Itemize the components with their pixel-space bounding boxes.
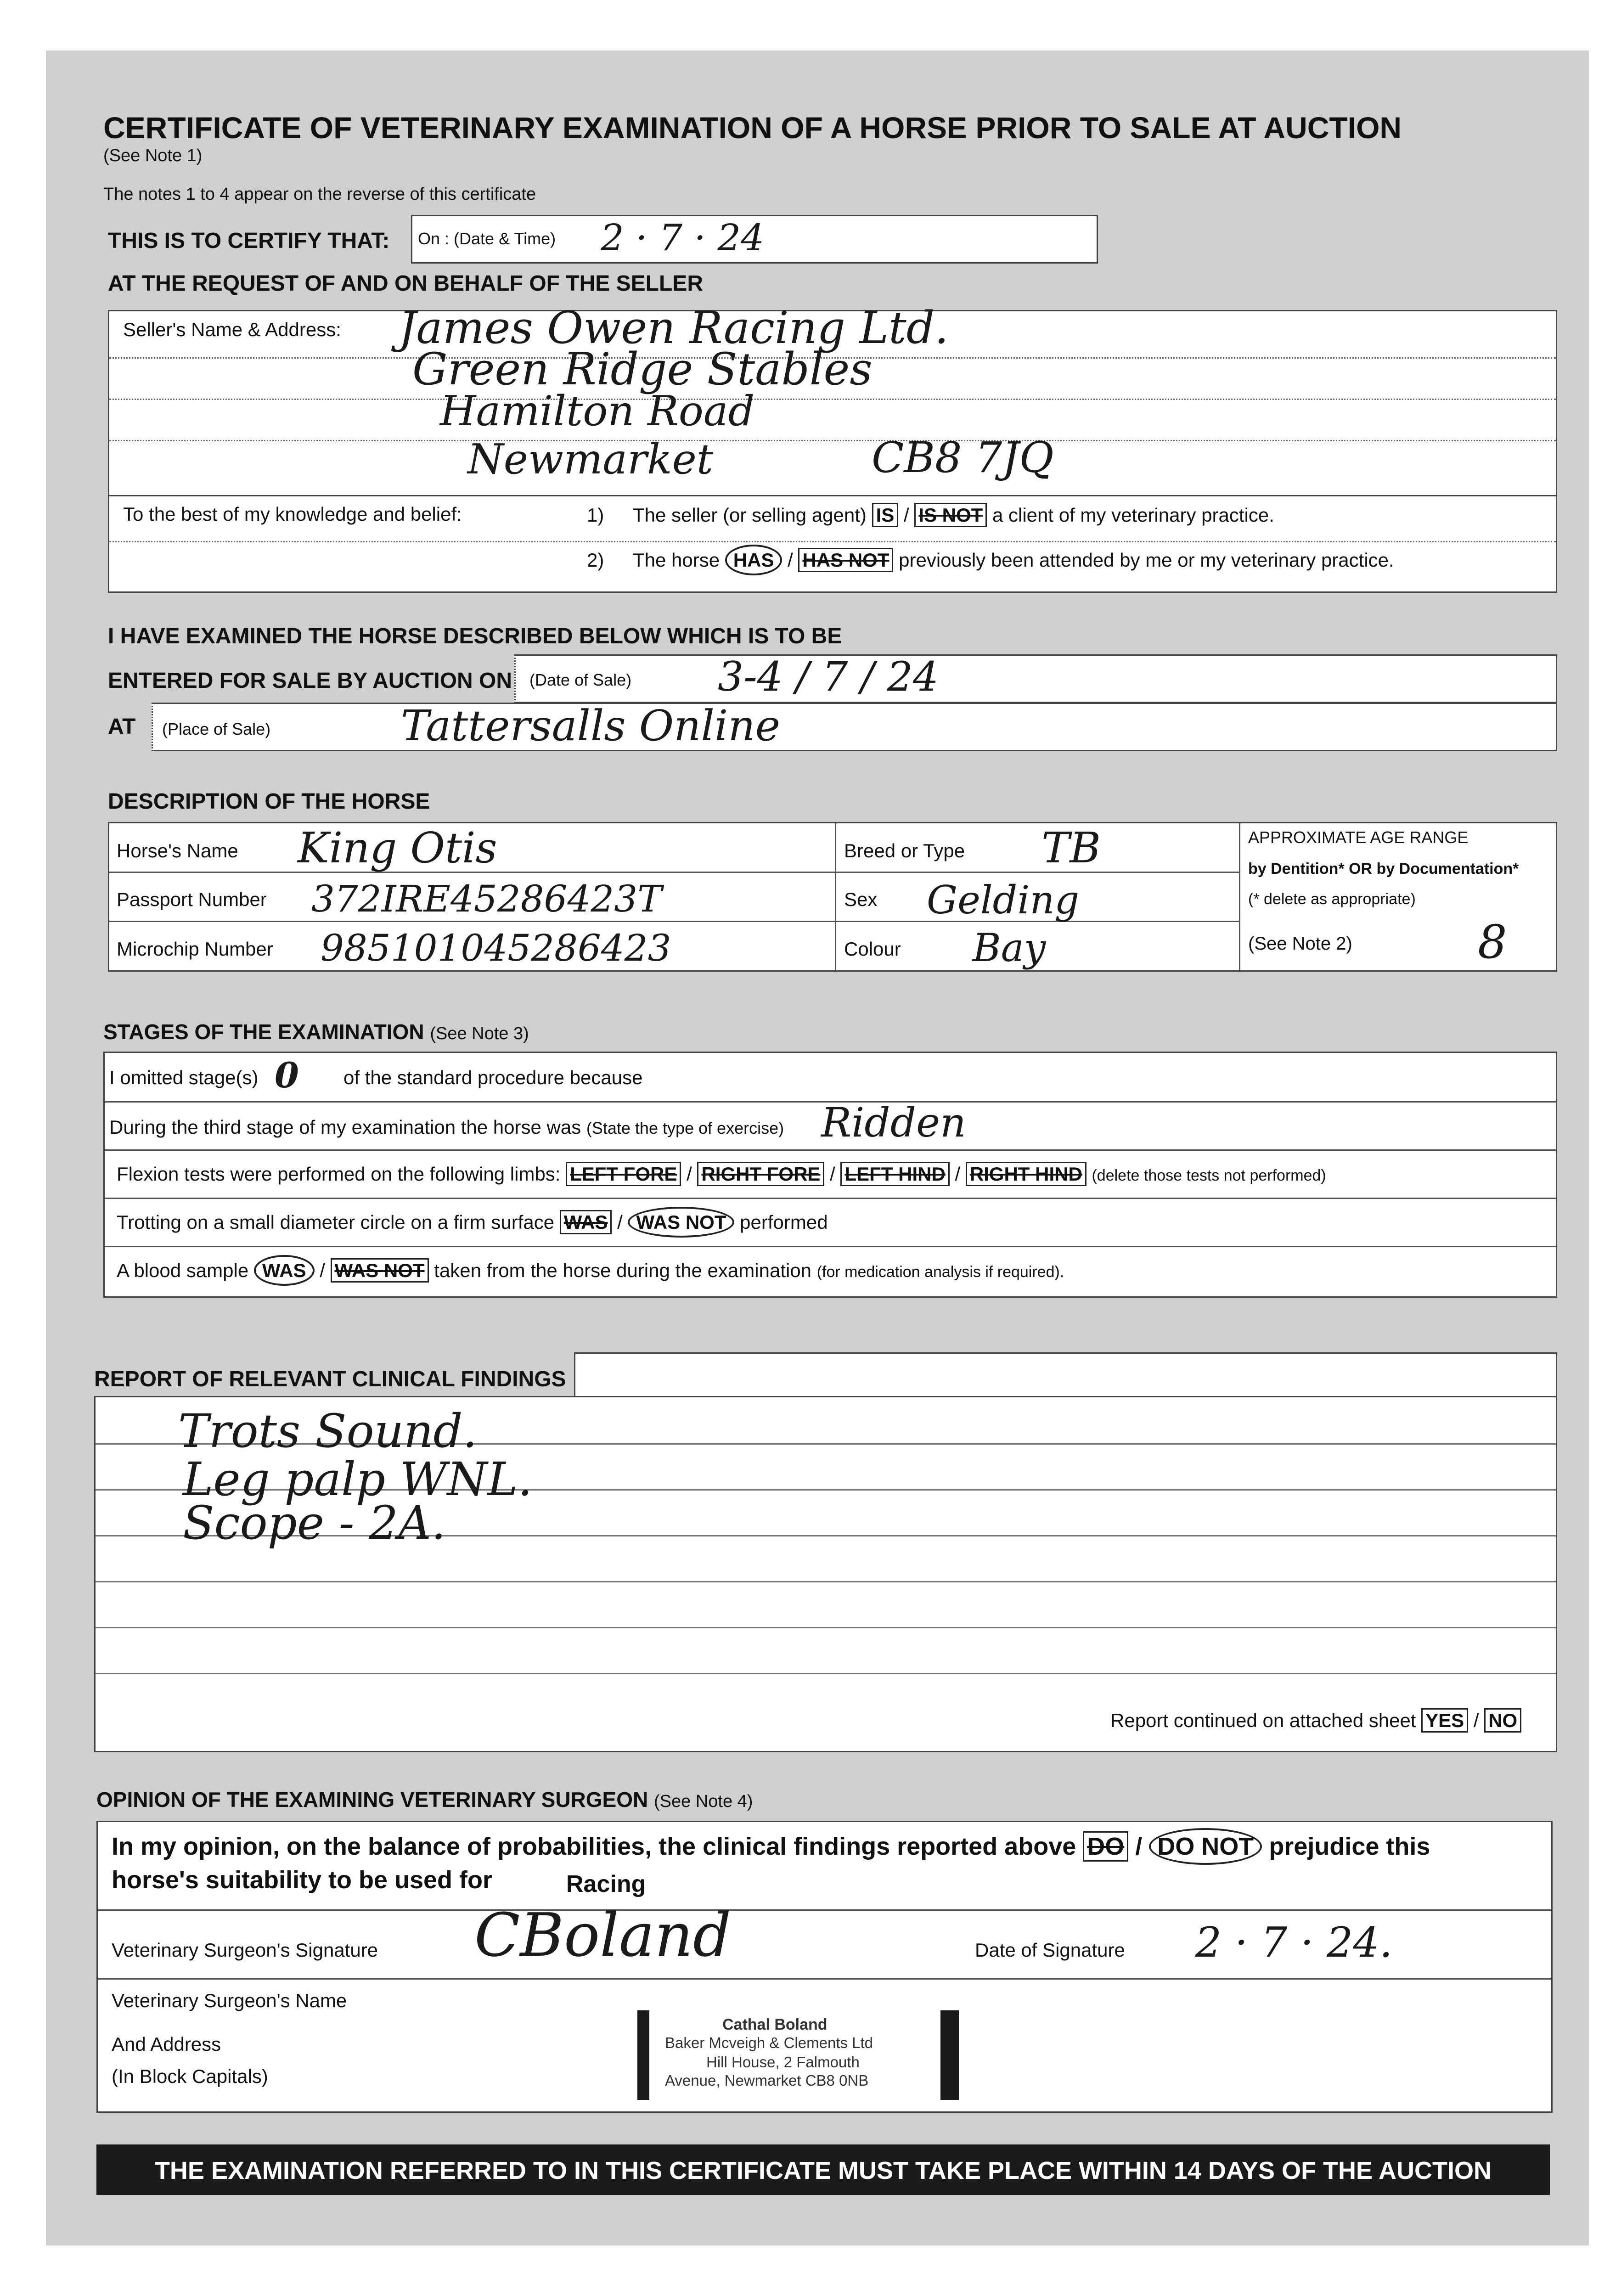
seller-heading: AT THE REQUEST OF AND ON BEHALF OF THE SELLER [108, 271, 703, 296]
report-continued-yes[interactable]: YES [1421, 1708, 1468, 1733]
certify-date-field[interactable] [411, 215, 1098, 264]
notes-reverse-text: The notes 1 to 4 appear on the reverse of this certificate [103, 185, 536, 204]
report-continued-no[interactable]: NO [1484, 1708, 1521, 1733]
stmt1-number: 1) [587, 504, 604, 526]
sale-date-label: (Date of Sale) [529, 670, 632, 689]
opinion-box [96, 1821, 1553, 2113]
omitted-post: of the standard procedure because [343, 1067, 643, 1088]
certify-date-value: 2 · 7 · 24 [601, 216, 765, 259]
age-value: 8 [1478, 915, 1507, 969]
colour-value: Bay [973, 925, 1046, 970]
certificate-title: CERTIFICATE OF VETERINARY EXAMINATION OF A HORSE PRIOR TO SALE AT AUCTION [103, 111, 1402, 145]
knowledge-label: To the best of my knowledge and belief: [123, 503, 462, 525]
opinion-do[interactable]: DO [1083, 1831, 1128, 1862]
sale-at-label: AT [108, 715, 136, 739]
opinion-do-not[interactable]: DO NOT [1149, 1828, 1262, 1865]
seller-line-4: Newmarket [467, 435, 714, 484]
certify-date-label: On : (Date & Time) [418, 229, 556, 248]
description-table [108, 822, 1557, 972]
colour-label: Colour [844, 938, 901, 960]
omitted-pre: I omitted stage(s) [109, 1067, 259, 1088]
age-delete-note: (* delete as appropriate) [1248, 890, 1416, 908]
opinion-text-1-post: prejudice this [1269, 1833, 1430, 1860]
statement-1 [633, 504, 1274, 526]
trot-pre: Trotting on a small diameter circle on a firm surface [117, 1211, 555, 1233]
flexion-left-fore[interactable]: LEFT FORE [566, 1162, 681, 1186]
blood-was-not[interactable]: WAS NOT [331, 1258, 429, 1283]
flexion-left-hind[interactable]: LEFT HIND [840, 1162, 949, 1186]
omitted-value: 0 [275, 1055, 299, 1096]
report-findings-box[interactable] [94, 1396, 1557, 1752]
report-continued-row: Report continued on attached sheet YES / NO [1110, 1710, 1521, 1732]
trot-post: performed [740, 1211, 828, 1233]
option-has[interactable]: HAS [725, 545, 782, 575]
sale-heading-1: I HAVE EXAMINED THE HORSE DESCRIBED BELOW WHICH IS TO BE [108, 624, 842, 648]
blood-row: A blood sample WAS / WAS NOT taken from the horse during the examination (for medication analysis if required). [117, 1260, 1064, 1282]
trot-row: Trotting on a small diameter circle on a firm surface WAS / WAS NOT performed [117, 1211, 828, 1233]
stmt1-post: a client of my veterinary practice. [992, 504, 1274, 526]
opinion-text-2: horse's suitability to be used for [112, 1866, 492, 1894]
slash: / [788, 549, 793, 571]
slash: / [903, 504, 909, 526]
stamp-line-3: Hill House, 2 Falmouth [706, 2054, 860, 2071]
vet-name-label: Veterinary Surgeon's Name [112, 1990, 347, 2011]
blood-hint: (for medication analysis if required). [816, 1263, 1064, 1281]
age-heading: APPROXIMATE AGE RANGE [1248, 828, 1469, 847]
flexion-right-fore[interactable]: RIGHT FORE [697, 1162, 824, 1186]
breed-label: Breed or Type [844, 840, 965, 861]
passport-label: Passport Number [117, 889, 267, 910]
sale-heading-2: ENTERED FOR SALE BY AUCTION ON [108, 669, 512, 693]
trot-was[interactable]: WAS [560, 1210, 612, 1234]
report-line-1: Trots Sound. [178, 1404, 478, 1458]
stamp-line-4: Avenue, Newmarket CB8 0NB [665, 2072, 869, 2089]
option-is-not[interactable]: IS NOT [914, 503, 987, 527]
stmt2-post: previously been attended by me or my veterinary practice. [899, 549, 1394, 571]
description-heading: DESCRIPTION OF THE HORSE [108, 789, 430, 814]
opinion-use-value: Racing [566, 1871, 646, 1897]
signature-label: Veterinary Surgeon's Signature [112, 1939, 378, 1961]
flexion-row: Flexion tests were performed on the following limbs: LEFT FORE / RIGHT FORE / LEFT HIND / RIGHT HIND (delete those tests not performed) [117, 1163, 1326, 1185]
age-by[interactable]: by Dentition* OR by Documentation* [1248, 860, 1519, 878]
microchip-label: Microchip Number [117, 938, 273, 960]
stamp-line-1: Cathal Boland [722, 2016, 828, 2033]
report-heading-box [574, 1352, 1557, 1397]
flexion-right-hind[interactable]: RIGHT HIND [966, 1162, 1086, 1186]
vet-stamp [637, 2010, 959, 2100]
opinion-text-1: In my opinion, on the balance of probabilities, the clinical findings reported above [112, 1833, 1076, 1860]
certify-label: THIS IS TO CERTIFY THAT: [108, 229, 390, 253]
microchip-value: 985101045286423 [321, 927, 671, 969]
seller-line-5: CB8 7JQ [872, 433, 1054, 482]
stages-heading-row [103, 1019, 529, 1044]
age-see-note: (See Note 2) [1248, 934, 1352, 954]
stages-table [103, 1052, 1557, 1298]
seller-line-2: Green Ridge Stables [412, 343, 873, 395]
opinion-see-note: (See Note 4) [654, 1792, 753, 1811]
report-line-2: Leg palp WNL. [183, 1452, 533, 1506]
flexion-pre: Flexion tests were performed on the following limbs: [117, 1163, 561, 1185]
third-stage-value: Ridden [821, 1099, 966, 1146]
opinion-text-row: In my opinion, on the balance of probabilities, the clinical findings reported above DO / DO NOT prejudice this [112, 1832, 1430, 1861]
horse-name-value: King Otis [298, 823, 497, 872]
third-stage-row [109, 1116, 784, 1138]
report-line-3: Scope - 2A. [183, 1496, 446, 1550]
sex-value: Gelding [927, 878, 1080, 923]
sex-label: Sex [844, 889, 878, 910]
report-continued-label: Report continued on attached sheet [1110, 1710, 1416, 1731]
blood-pre: A blood sample [117, 1260, 249, 1281]
stamp-line-2: Baker Mcveigh & Clements Ltd [665, 2034, 873, 2051]
trot-was-not[interactable]: WAS NOT [628, 1207, 734, 1238]
opinion-heading: OPINION OF THE EXAMINING VETERINARY SURGEON [96, 1788, 648, 1812]
seller-line-1: James Owen Racing Ltd. [399, 302, 949, 354]
vet-block-label: (In Block Capitals) [112, 2065, 268, 2087]
footer-text: THE EXAMINATION REFERRED TO IN THIS CERTIFICATE MUST TAKE PLACE WITHIN 14 DAYS OF THE AUCTION [154, 2157, 1492, 2184]
sale-place-field[interactable] [152, 703, 1557, 751]
sale-place-label: (Place of Sale) [162, 720, 271, 738]
seller-line-3: Hamilton Road [440, 387, 755, 435]
signature-value[interactable]: CBoland [474, 1900, 732, 1970]
vet-address-label: And Address [112, 2033, 221, 2055]
stages-see-note: (See Note 3) [430, 1024, 529, 1043]
seller-section [108, 302, 1557, 593]
option-is[interactable]: IS [872, 503, 899, 527]
passport-value: 372IRE45286423T [311, 878, 662, 920]
stmt1-pre: The seller (or selling agent) [633, 504, 867, 526]
seller-name-label: Seller's Name & Address: [123, 319, 341, 340]
sale-place-value: Tattersalls Online [401, 701, 781, 750]
blood-was[interactable]: WAS [254, 1255, 315, 1286]
option-has-not[interactable]: HAS NOT [798, 548, 893, 572]
sale-date-field[interactable] [514, 654, 1557, 703]
stamp-bar-right [940, 2010, 959, 2100]
signature-date-value: 2 · 7 · 24. [1195, 1919, 1393, 1967]
sale-date-value: 3-4 / 7 / 24 [718, 653, 939, 700]
signature-date-label: Date of Signature [975, 1939, 1125, 1961]
breed-value: TB [1041, 823, 1101, 872]
third-pre: During the third stage of my examination the horse was [109, 1116, 581, 1138]
statement-2 [633, 549, 1394, 571]
title-see-note: (See Note 1) [103, 146, 203, 165]
stmt2-number: 2) [587, 549, 604, 571]
flexion-post: (delete those tests not performed) [1092, 1167, 1326, 1184]
stamp-bar-left [637, 2010, 649, 2100]
footer-banner [96, 2144, 1550, 2195]
blood-post: taken from the horse during the examination [434, 1260, 812, 1281]
horse-name-label: Horse's Name [117, 840, 238, 861]
third-hint: (State the type of exercise) [586, 1119, 784, 1137]
stages-heading: STAGES OF THE EXAMINATION [103, 1020, 424, 1044]
stmt2-pre: The horse [633, 549, 720, 571]
opinion-heading-row [96, 1787, 753, 1812]
report-heading: REPORT OF RELEVANT CLINICAL FINDINGS [94, 1367, 566, 1391]
